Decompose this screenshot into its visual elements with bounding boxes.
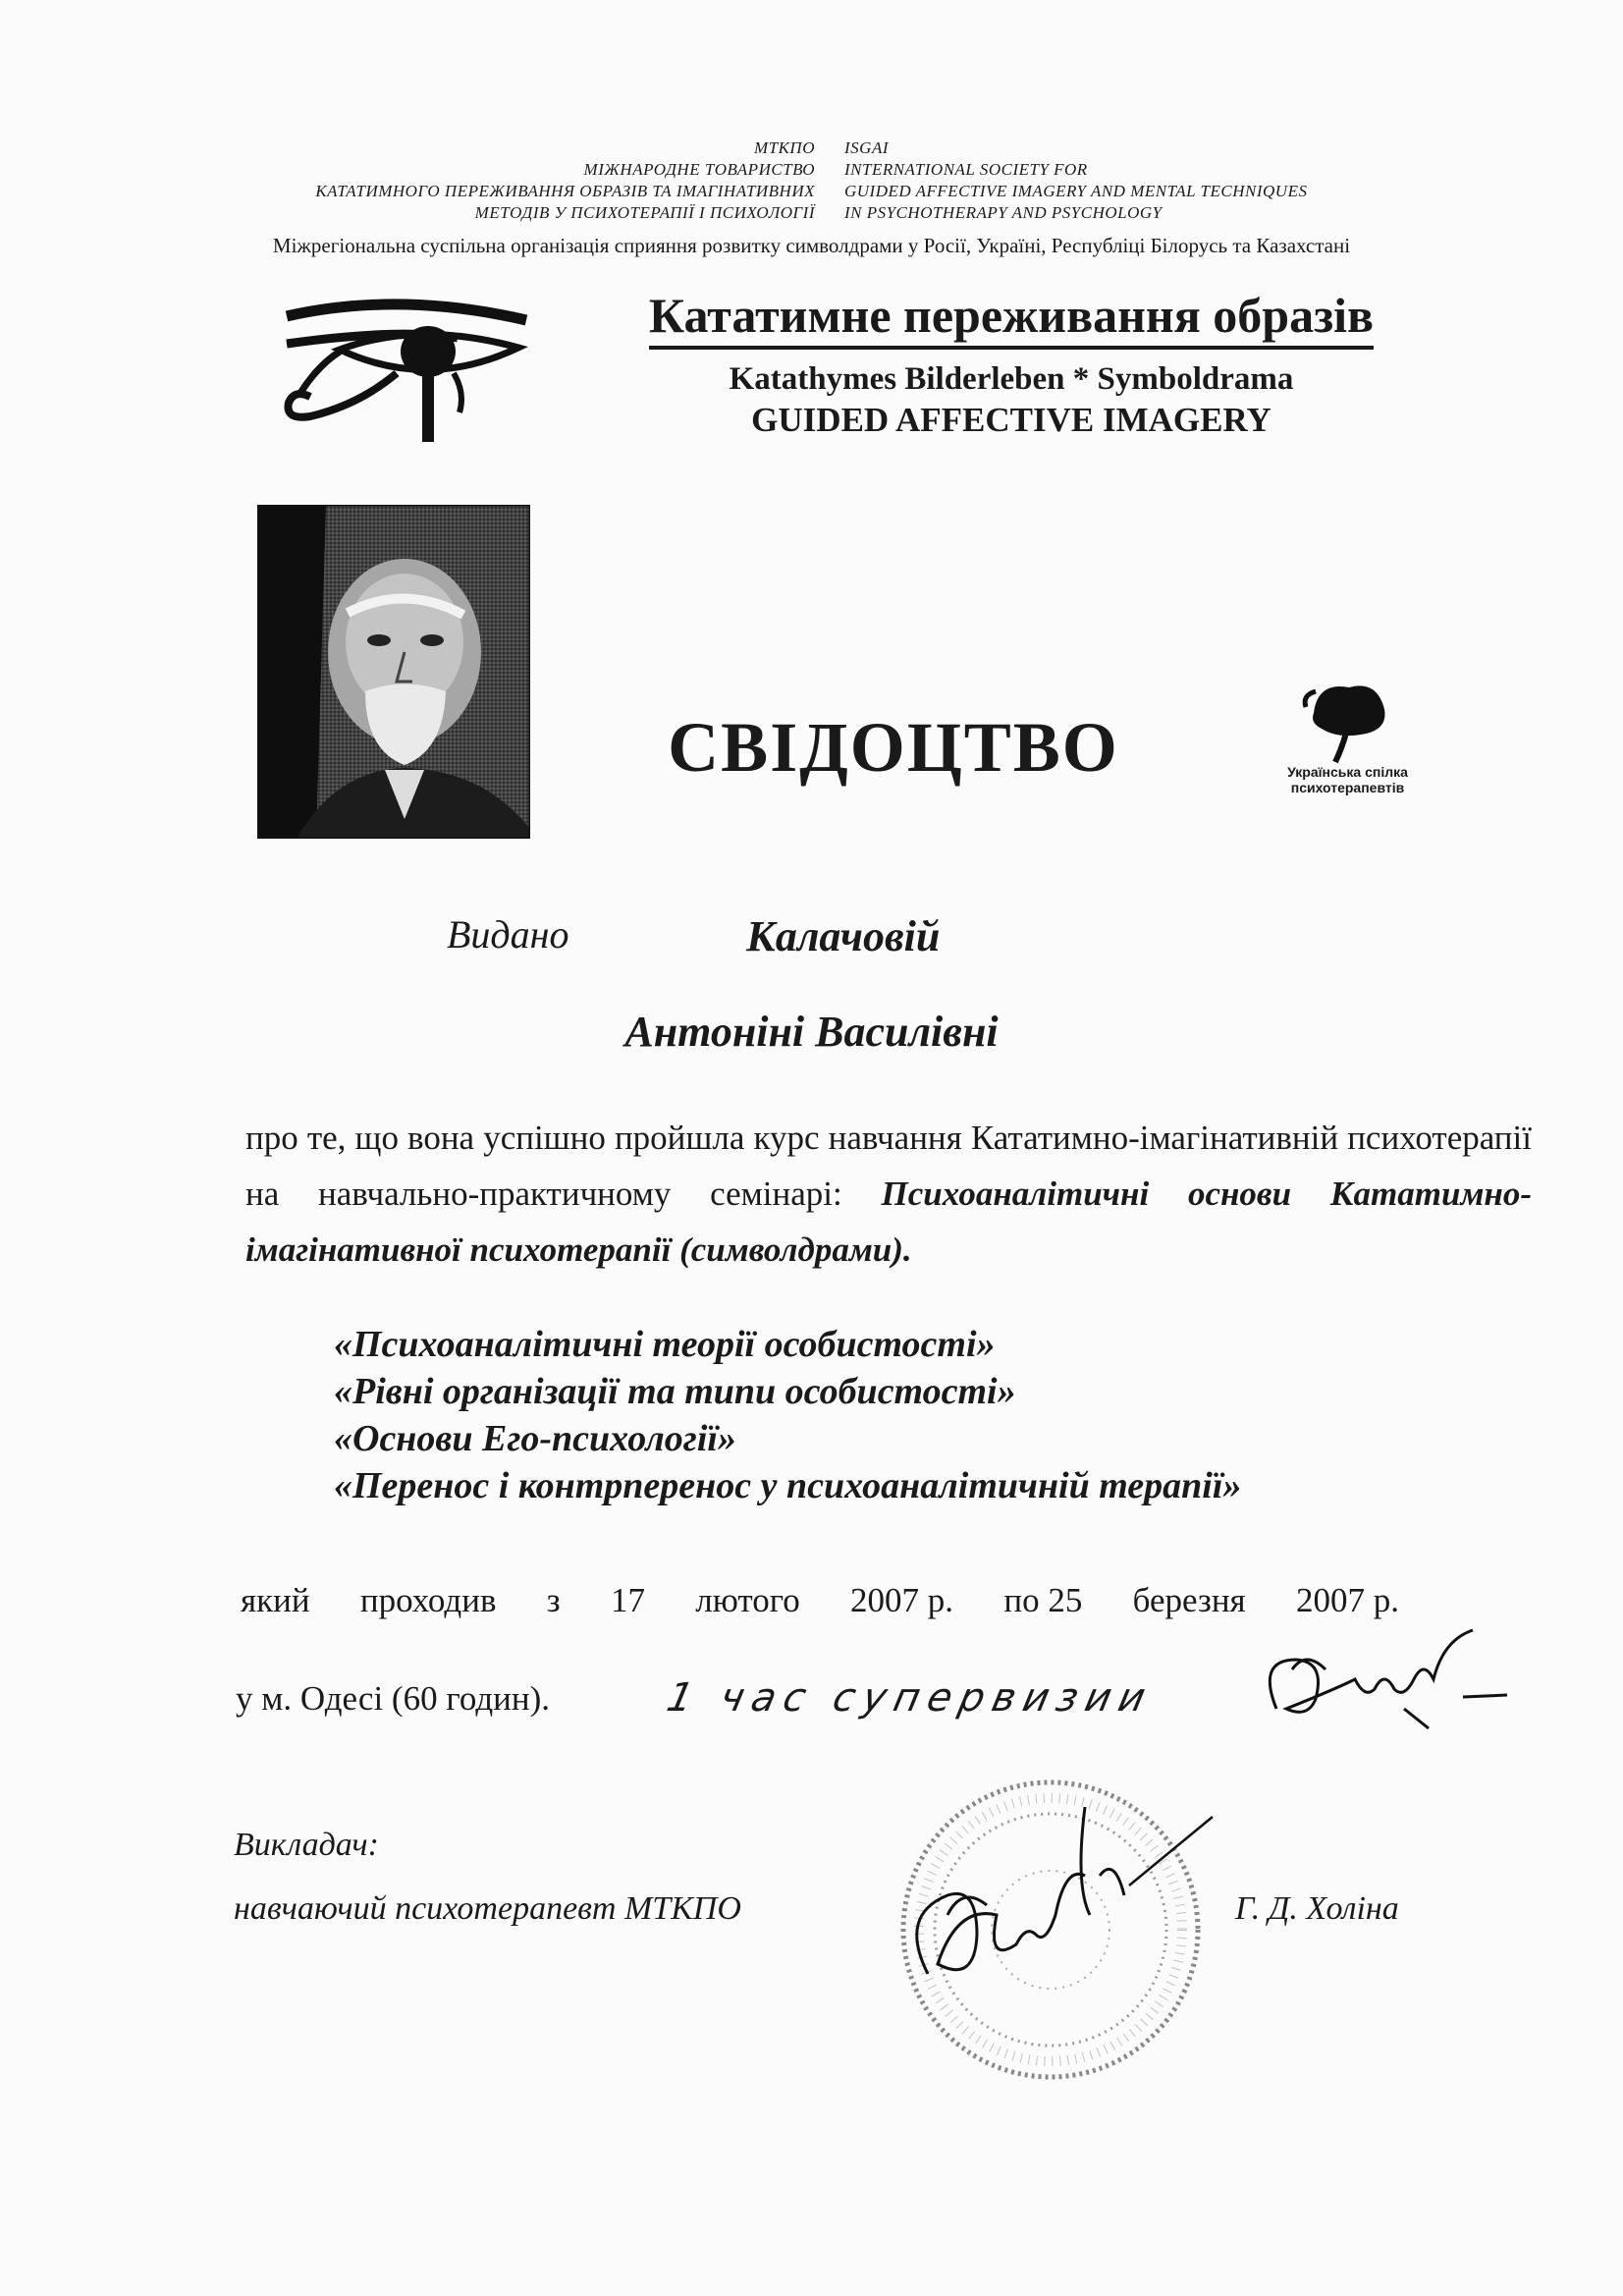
recipient-given-names: Антоніні Василівні — [624, 1008, 999, 1056]
course-dates — [241, 1581, 1399, 1620]
header-left-line: МІЖНАРОДНЕ ТОВАРИСТВО — [583, 160, 815, 179]
topic-item: «Психоаналітичні теорії особистості» — [334, 1324, 996, 1365]
union-logo-line2: психотерапевтів — [1290, 780, 1405, 795]
union-logo-line1: Українська спілка — [1287, 764, 1408, 780]
seminar-title: Психоаналітичні основи Кататимно-імагінативної психотерапії (символдрами). — [245, 1175, 1533, 1269]
recipient-surname: Калачовій — [746, 912, 941, 960]
header-left-line: МЕТОДІВ У ПСИХОТЕРАПІЇ І ПСИХОЛОГІЇ — [474, 203, 815, 222]
body-text: про те, що вона успішно пройшла курс навчання Кататимно-імагінативній психотерапії на навчально-практичному семінарі: — [245, 1119, 1532, 1213]
brand-block — [550, 287, 1473, 442]
signature-1 — [1257, 1620, 1512, 1748]
dates-word: який — [241, 1581, 310, 1619]
handwritten-note: 1 час супервизии — [663, 1675, 1158, 1721]
certificate-body — [245, 1110, 1532, 1278]
dates-end-month: березня — [1132, 1581, 1246, 1619]
header-right-line: IN PSYCHOTHERAPY AND PSYCHOLOGY — [844, 203, 1163, 222]
brand-subtitle-english: GUIDED AFFECTIVE IMAGERY — [751, 401, 1271, 439]
tree-logo-icon — [1267, 678, 1429, 766]
document-title: СВІДОЦТВО — [668, 708, 1119, 787]
dates-word: з — [546, 1581, 561, 1619]
portrait-photo — [257, 505, 530, 839]
union-logo-text — [1267, 764, 1429, 795]
topics-list — [334, 1321, 1551, 1509]
header-left-line: КАТАТИМНОГО ПЕРЕЖИВАННЯ ОБРАЗІВ ТА ІМАГІНАТИВНИХ — [315, 182, 815, 200]
topic-item: «Перенос і контрперенос у психоаналітичній терапії» — [334, 1465, 1242, 1506]
dates-end-year: 2007 р. — [1295, 1581, 1399, 1619]
union-logo — [1267, 678, 1429, 810]
header-right-line: INTERNATIONAL SOCIETY FOR — [844, 160, 1088, 179]
topic-item: «Основи Его-психології» — [334, 1418, 736, 1459]
teacher-name: Г. Д. Холіна — [1235, 1890, 1399, 1927]
issued-label: Видано — [447, 912, 569, 957]
header-right-line: ISGAI — [844, 138, 889, 157]
topic-item: «Рівні організації та типи особистості» — [334, 1371, 1016, 1412]
signature-2 — [889, 1768, 1222, 2023]
teacher-label: Викладач: — [234, 1827, 379, 1863]
header-subtitle: Міжрегіональна суспільна організація сприяння розвитку символдрами у Росії, Україні, Республіці Білорусь та Казахстані — [272, 234, 1351, 257]
dates-start-month: лютого — [695, 1581, 800, 1619]
dates-start-day: 17 — [610, 1581, 645, 1619]
dates-start-year: 2007 р. — [850, 1581, 954, 1619]
header-org-ukrainian — [137, 137, 815, 224]
header-right-line: GUIDED AFFECTIVE IMAGERY AND MENTAL TECHNIQUES — [844, 182, 1308, 200]
course-location: у м. Одесі (60 годин). — [236, 1679, 550, 1718]
eye-of-horus-icon — [281, 295, 536, 452]
dates-end-day: по 25 — [1003, 1581, 1083, 1619]
header-org-english — [844, 137, 1532, 224]
brand-subtitle: Katathymes Bilderleben * Symboldrama — [729, 361, 1294, 397]
brand-title: Кататимне переживання образів — [649, 287, 1374, 350]
teacher-role: навчаючий психотерапевт МТКПО — [234, 1890, 741, 1927]
header-left-line: МТКПО — [754, 138, 815, 157]
dates-word: проходив — [359, 1581, 497, 1619]
